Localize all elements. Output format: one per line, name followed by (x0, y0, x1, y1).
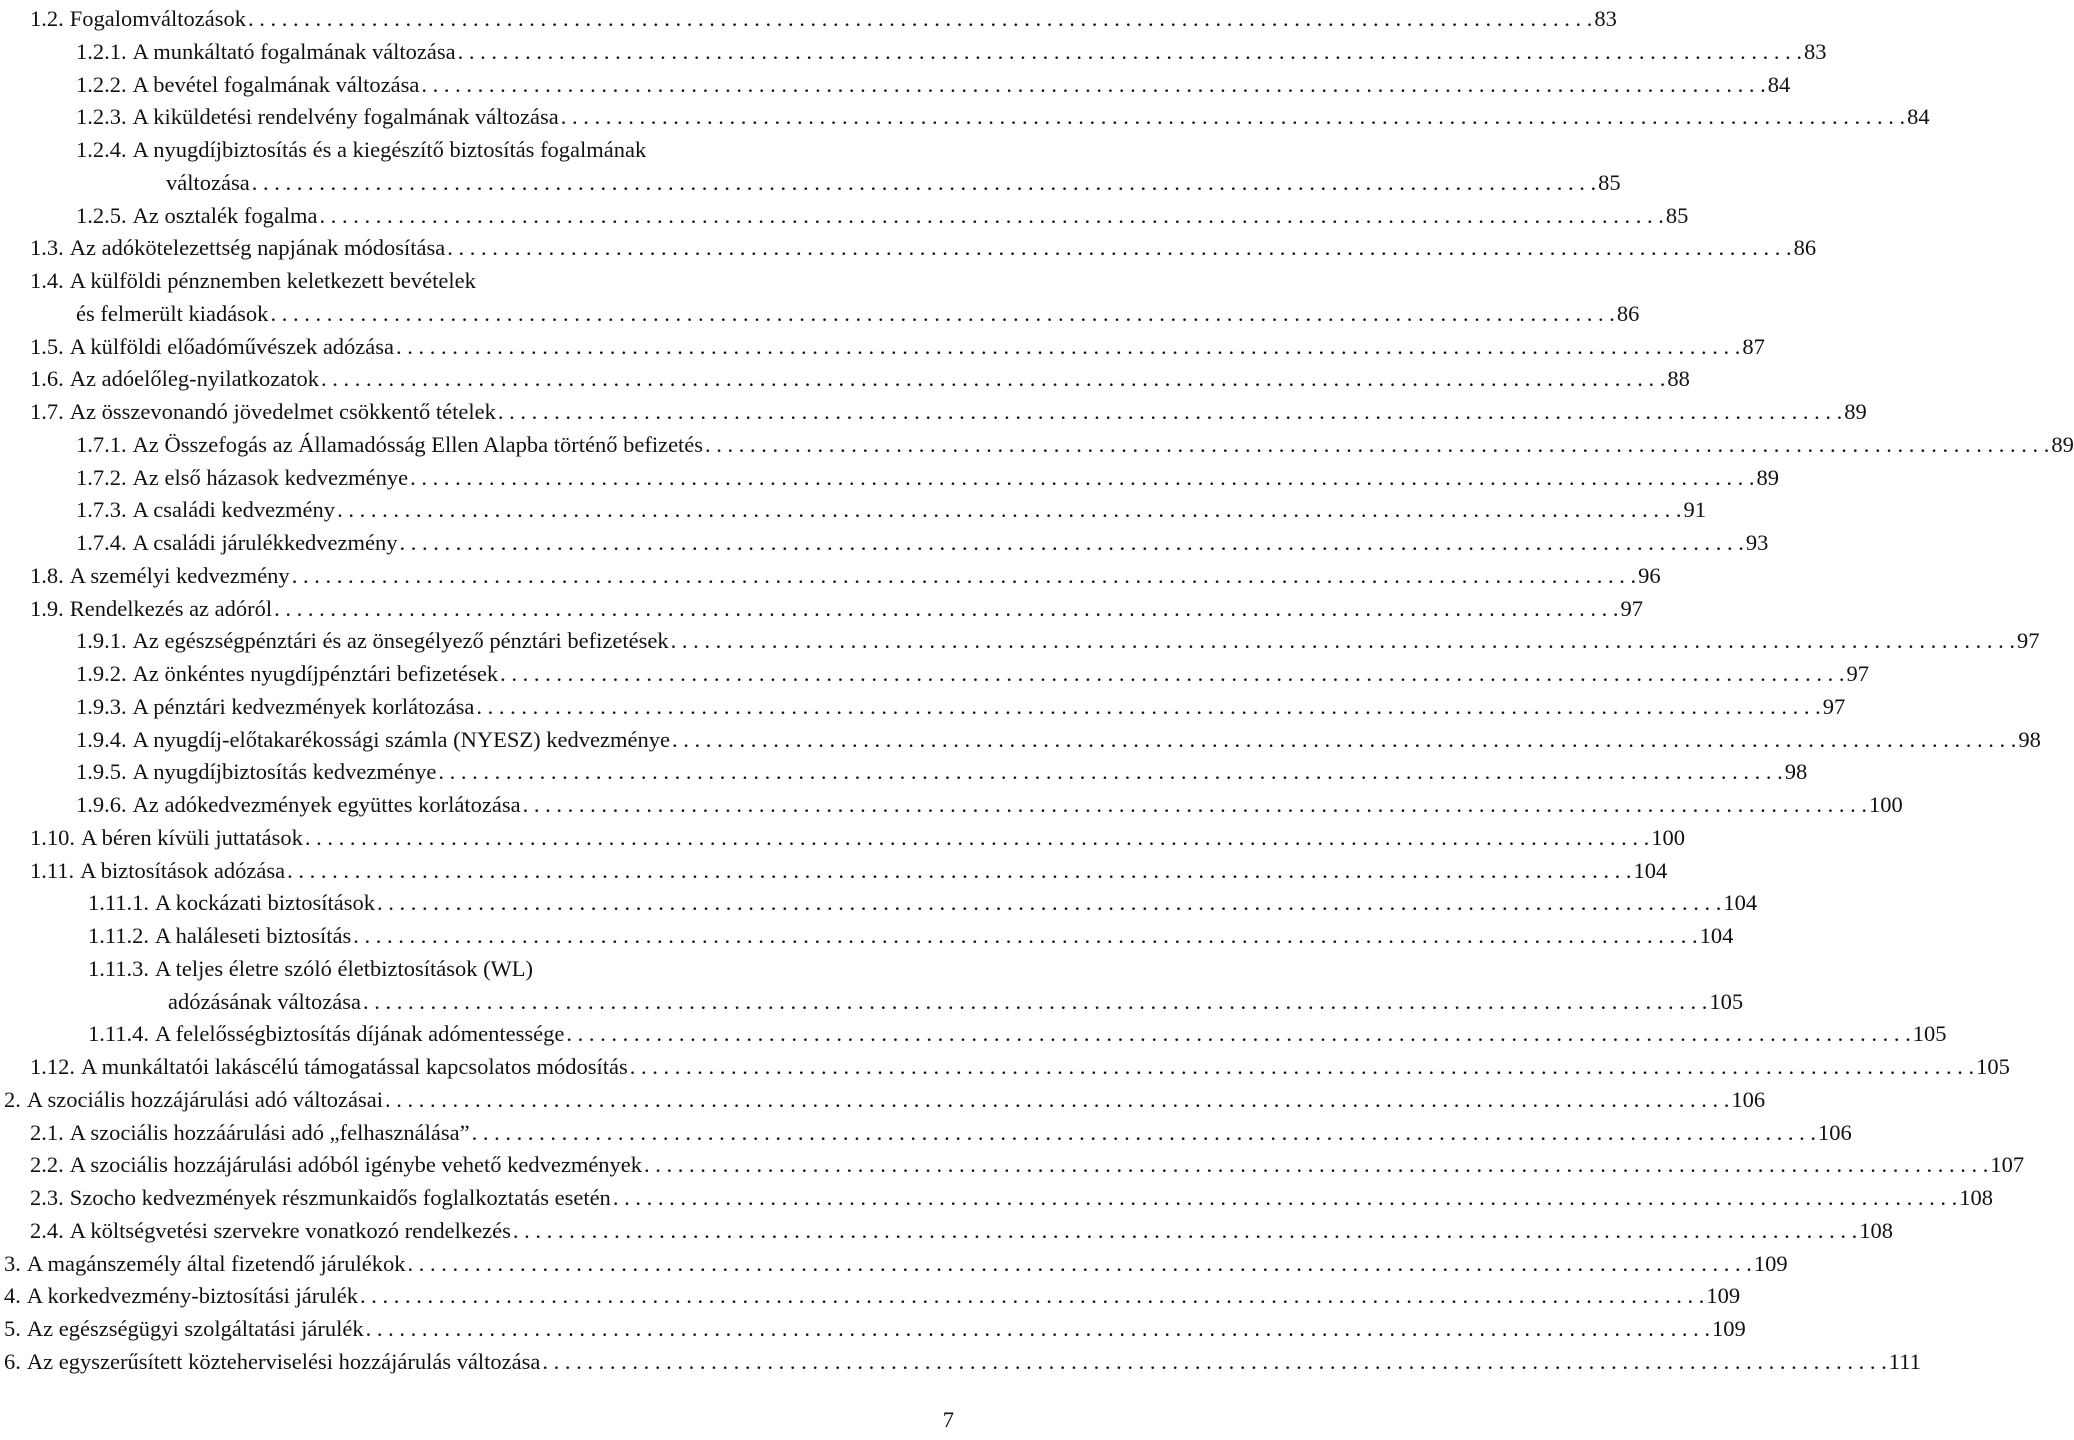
toc-entry-title: Az egészségügyi szolgáltatási járulék (26, 1316, 364, 1341)
toc-entry-page: 108 (1859, 1217, 1893, 1243)
toc-dot-leader (564, 1019, 1910, 1048)
toc-entry[interactable] (30, 819, 1685, 852)
toc-entry-number: 1.3. (30, 235, 64, 261)
toc-entry-title: Az adókedvezmények együttes korlátozása (132, 792, 521, 817)
toc-entry[interactable] (30, 1179, 1993, 1212)
toc-entry-page: 98 (2018, 726, 2041, 752)
toc-entry-page: 104 (1723, 890, 1758, 916)
toc-entry-title: A személyi kedvezmény (69, 562, 290, 588)
toc-entry-page: 83 (1804, 38, 1827, 64)
toc-entry[interactable] (76, 753, 1808, 786)
toc-dot-leader (405, 1249, 1751, 1278)
toc-entry[interactable] (76, 688, 1846, 721)
toc-dot-leader (628, 1052, 1974, 1081)
toc-entry[interactable] (30, 1212, 1893, 1245)
toc-dot-leader (474, 692, 1820, 721)
toc-dot-leader (272, 594, 1618, 623)
toc-entry-page: 97 (1846, 661, 1869, 686)
toc-dot-leader (540, 1347, 1886, 1376)
toc-entry[interactable] (76, 98, 1930, 131)
toc-entry-number: 1.7. (30, 399, 64, 424)
toc-entry[interactable] (4, 1310, 1746, 1343)
toc-entry-page: 97 (2016, 628, 2040, 654)
toc-entry-title: A bevétel fogalmának változása (132, 71, 420, 97)
toc-entry-number: 2.3. (30, 1185, 64, 1210)
toc-entry[interactable] (76, 426, 2074, 459)
toc-dot-leader (445, 233, 1791, 262)
toc-entry-number: 1.12. (30, 1054, 75, 1079)
toc-entry-number: 1.11.4. (88, 1021, 150, 1047)
toc-entry-title: Az egyszerűsített közteherviselési hozzájárulás változása (26, 1348, 541, 1374)
toc-entry[interactable] (76, 66, 1791, 99)
toc-dot-leader (419, 70, 1765, 99)
toc-entry[interactable] (4, 1277, 1741, 1310)
toc-entry-title: Az egészségpénztári és az önsegélyező pénztári befizetések (132, 628, 669, 654)
toc-entry-page: 100 (1651, 824, 1685, 850)
toc-entry-title: Az első házasok kedvezménye (132, 464, 409, 490)
toc-entry-page: 104 (1633, 857, 1668, 883)
toc-entry-title: A pénztári kedvezmények korlátozása (132, 693, 475, 719)
toc-entry-page: 88 (1667, 366, 1690, 392)
toc-dot-leader (470, 1118, 1816, 1147)
toc-entry-page: 83 (1594, 6, 1617, 31)
toc-entry[interactable] (30, 360, 1690, 393)
toc-entry-number: 1.7.1. (76, 431, 127, 457)
toc-entry-page: 93 (1745, 530, 1769, 555)
toc-entry-page: 86 (1793, 235, 1817, 261)
toc-dot-leader (394, 332, 1740, 361)
toc-entry-number: 1.7.2. (76, 464, 127, 490)
toc-entry-number: 1.4. (30, 268, 64, 293)
toc-entry[interactable] (76, 721, 2041, 754)
toc-entry-number: 5. (4, 1316, 21, 1341)
toc-entry-page: 97 (1620, 595, 1644, 621)
toc-entry-title: változása (166, 169, 250, 195)
toc-dot-leader (703, 430, 2049, 459)
toc-dot-leader (456, 37, 1802, 66)
toc-entry-number: 1.6. (30, 366, 64, 392)
toc-entry-title: Rendelkezés az adóról (69, 595, 273, 621)
toc-entry-page: 109 (1706, 1283, 1741, 1309)
toc-entry-title: A családi járulékkedvezmény (132, 530, 398, 555)
toc-entry-title: A biztosítások adózása (80, 857, 286, 883)
toc-entry-number: 1.9.4. (76, 726, 127, 752)
toc-dot-leader (358, 1281, 1704, 1310)
toc-dot-leader (559, 102, 1905, 131)
toc-entry-title: A nyugdíj-előtakarékossági számla (NYESZ) kedvezménye (132, 726, 670, 752)
toc-dot-leader (364, 1314, 1710, 1343)
toc-entry-number: 1.10. (30, 824, 75, 850)
toc-entry-page: 89 (2051, 431, 2074, 457)
toc-entry-number: 1.11. (30, 857, 75, 883)
toc-entry-page: 100 (1868, 792, 1903, 817)
toc-entry-number: 1.2.5. (76, 202, 127, 228)
toc-entry-page: 89 (1844, 399, 1867, 424)
toc-entry-page: 111 (1888, 1348, 1921, 1374)
toc-entry[interactable] (168, 983, 1744, 1016)
toc-entry-page: 105 (1912, 1021, 1947, 1047)
toc-entry-number: 1.9.1. (76, 628, 127, 654)
toc-dot-leader (498, 659, 1844, 688)
toc-dot-leader (285, 856, 1631, 885)
toc-entry[interactable] (30, 229, 1817, 262)
toc-entry[interactable] (4, 1245, 1788, 1278)
toc-entry-title: Az adóelőleg-nyilatkozatok (69, 366, 320, 392)
toc-entry[interactable] (76, 197, 1689, 230)
toc-entry[interactable] (88, 917, 1734, 950)
toc-entry-title: A szociális hozzáárulási adó „felhasználása” (69, 1119, 470, 1145)
toc-entry-title: A kockázati biztosítások (155, 890, 375, 916)
toc-dot-leader (250, 168, 1596, 197)
toc-entry-number: 6. (4, 1348, 21, 1374)
toc-entry[interactable] (30, 852, 1668, 885)
toc-entry-title: Az adókötelezettség napjának módosítása (69, 235, 446, 261)
toc-entry-title: A magánszemély által fizetendő járulékok (26, 1250, 406, 1276)
toc-entry-number: 2.2. (30, 1152, 64, 1178)
toc-entry[interactable] (76, 524, 1769, 557)
toc-entry-page: 104 (1699, 923, 1734, 948)
toc-entry[interactable] (76, 491, 1706, 524)
toc-entry[interactable] (30, 1048, 2010, 1081)
toc-entry-number: 2. (4, 1086, 21, 1112)
toc-entry-title: A külföldi előadóművészek adózása (69, 333, 395, 359)
toc-entry-number: 3. (4, 1250, 21, 1276)
toc-dot-leader (319, 364, 1665, 393)
toc-entry[interactable] (30, 262, 958, 295)
toc-entry-page: 97 (1822, 693, 1846, 719)
toc-entry-title: Az önkéntes nyugdíjpénztári befizetések (132, 661, 499, 686)
toc-entry[interactable] (30, 557, 1661, 590)
toc-entry-title: A munkáltatói lakáscélú támogatással kapcsolatos módosítás (81, 1054, 628, 1079)
toc-entry-title: A nyugdíjbiztosítás és a kiegészítő biztosítás fogalmának (132, 137, 647, 162)
toc-entry-page: 85 (1598, 169, 1621, 195)
toc-dot-leader (290, 561, 1636, 590)
toc-entry-page: 86 (1616, 300, 1640, 326)
toc-entry-title: A kiküldetési rendelvény fogalmának változása (132, 104, 559, 130)
toc-dot-leader (383, 1085, 1729, 1114)
toc-entry-page: 91 (1683, 497, 1706, 523)
toc-dot-leader (398, 528, 1744, 557)
toc-dot-leader (611, 1183, 1957, 1212)
toc-dot-leader (268, 299, 1614, 328)
toc-entry-page: 107 (1990, 1152, 2025, 1178)
toc-entry[interactable] (30, 0, 1617, 33)
toc-entry[interactable] (76, 131, 958, 164)
toc-dot-leader (642, 1150, 1988, 1179)
toc-entry-title: A felelősségbiztosítás díjának adómentessége (155, 1021, 565, 1047)
toc-entry-title: A külföldi pénznemben keletkezett bevételek (69, 268, 476, 293)
toc-dot-leader (318, 201, 1664, 230)
toc-entry-page: 106 (1817, 1119, 1852, 1145)
toc-dot-leader (303, 823, 1649, 852)
toc-entry[interactable] (30, 328, 1765, 361)
toc-entry-number: 1.11.1. (88, 890, 150, 916)
toc-entry-page: 85 (1665, 202, 1689, 228)
toc-entry-number: 1.5. (30, 333, 64, 359)
toc-entry-title: és felmerült kiadások (76, 300, 269, 326)
toc-entry[interactable] (76, 33, 1827, 66)
toc-entry[interactable] (166, 164, 1621, 197)
toc-entry-page: 105 (1709, 988, 1744, 1014)
toc-dot-leader (669, 626, 2015, 655)
toc-entry[interactable] (30, 393, 1867, 426)
toc-entry[interactable] (30, 590, 1644, 623)
toc-entry-number: 1.9.5. (76, 759, 127, 785)
toc-dot-leader (408, 463, 1754, 492)
toc-entry-title: A szociális hozzájárulási adó változásai (26, 1086, 383, 1112)
toc-entry-number: 1.9.3. (76, 693, 127, 719)
toc-entry-title: Szocho kedvezmények részmunkaidős foglalkoztatás esetén (69, 1185, 611, 1210)
toc-entry-title: Fogalomváltozások (69, 6, 246, 31)
toc-dot-leader (436, 757, 1782, 786)
toc-entry[interactable] (30, 1114, 1852, 1147)
toc-entry-title: Az osztalék fogalma (132, 202, 318, 228)
toc-entry-page: 96 (1638, 562, 1661, 588)
toc-entry[interactable] (76, 622, 2040, 655)
toc-dot-leader (511, 1216, 1857, 1245)
toc-entry[interactable] (76, 655, 1869, 688)
toc-entry[interactable] (76, 459, 1780, 492)
toc-entry-page: 84 (1907, 104, 1930, 130)
toc-entry-title: A béren kívüli juttatások (81, 824, 303, 850)
toc-dot-leader (351, 921, 1697, 950)
toc-entry-title: A teljes életre szóló életbiztosítások (WL) (155, 955, 534, 981)
toc-entry-number: 1.9.6. (76, 792, 127, 817)
toc-entry-page: 105 (1976, 1054, 2010, 1079)
toc-dot-leader (375, 888, 1721, 917)
toc-entry[interactable] (30, 1146, 2025, 1179)
toc-entry-number: 1.2.3. (76, 104, 127, 130)
toc-entry-title: A korkedvezmény-biztosítási járulék (26, 1283, 359, 1309)
toc-entry[interactable] (4, 1343, 1921, 1376)
toc-entry-page: 87 (1742, 333, 1765, 359)
toc-entry-title: A szociális hozzájárulási adóból igénybe vehető kedvezmények (69, 1152, 643, 1178)
toc-entry[interactable] (76, 786, 1903, 819)
toc-entry-number: 2.1. (30, 1119, 64, 1145)
toc-entry[interactable] (88, 884, 1758, 917)
toc-entry-number: 1.11.3. (88, 955, 150, 981)
toc-entry[interactable] (76, 295, 1640, 328)
toc-dot-leader (670, 725, 2016, 754)
toc-dot-leader (335, 495, 1681, 524)
toc-entry-number: 1.11.2. (88, 923, 150, 948)
toc-entry-number: 1.9.2. (76, 661, 127, 686)
toc-dot-leader (246, 4, 1592, 33)
toc-entry[interactable] (88, 950, 958, 983)
toc-entry-title: A munkáltató fogalmának változása (132, 38, 456, 64)
toc-entry-page: 106 (1731, 1086, 1766, 1112)
toc-entry-title: Az összevonandó jövedelmet csökkentő tételek (69, 399, 496, 424)
toc-entry-title: A haláleseti biztosítás (155, 923, 352, 948)
toc-entry-page: 109 (1753, 1250, 1788, 1276)
toc-dot-leader (496, 397, 1842, 426)
toc-entry-title: A nyugdíjbiztosítás kedvezménye (132, 759, 437, 785)
toc-entry-page: 89 (1756, 464, 1780, 490)
toc-dot-leader (521, 790, 1867, 819)
toc-entry-number: 1.8. (30, 562, 64, 588)
toc-entry[interactable] (4, 1081, 1766, 1114)
toc-entry-number: 1.2. (30, 6, 64, 31)
toc-dot-leader (361, 987, 1707, 1016)
toc-entry-number: 1.2.2. (76, 71, 127, 97)
page-number: 7 (942, 1407, 954, 1432)
toc-entry[interactable] (88, 1015, 1947, 1048)
toc-entry-page: 108 (1959, 1185, 1993, 1210)
toc-entry-page: 98 (1784, 759, 1808, 785)
toc-entry-number: 1.7.4. (76, 530, 127, 555)
toc-entry-title: Az Összefogás az Államadósság Ellen Alapba történő befizetés (132, 431, 704, 457)
toc-entry-number: 4. (4, 1283, 21, 1309)
toc-entry-title: A családi kedvezmény (132, 497, 336, 523)
toc-entry-page: 84 (1767, 71, 1791, 97)
toc-entry-title: adózásának változása (168, 988, 362, 1014)
toc-entry-title: A költségvetési szervekre vonatkozó rendelkezés (69, 1217, 511, 1243)
toc-entry-number: 1.9. (30, 595, 64, 621)
toc-entry-number: 2.4. (30, 1217, 64, 1243)
toc-entry-number: 1.2.1. (76, 38, 127, 64)
toc-entry-number: 1.2.4. (76, 137, 127, 162)
toc-entry-number: 1.7.3. (76, 497, 127, 523)
toc-entry-page: 109 (1712, 1316, 1746, 1341)
